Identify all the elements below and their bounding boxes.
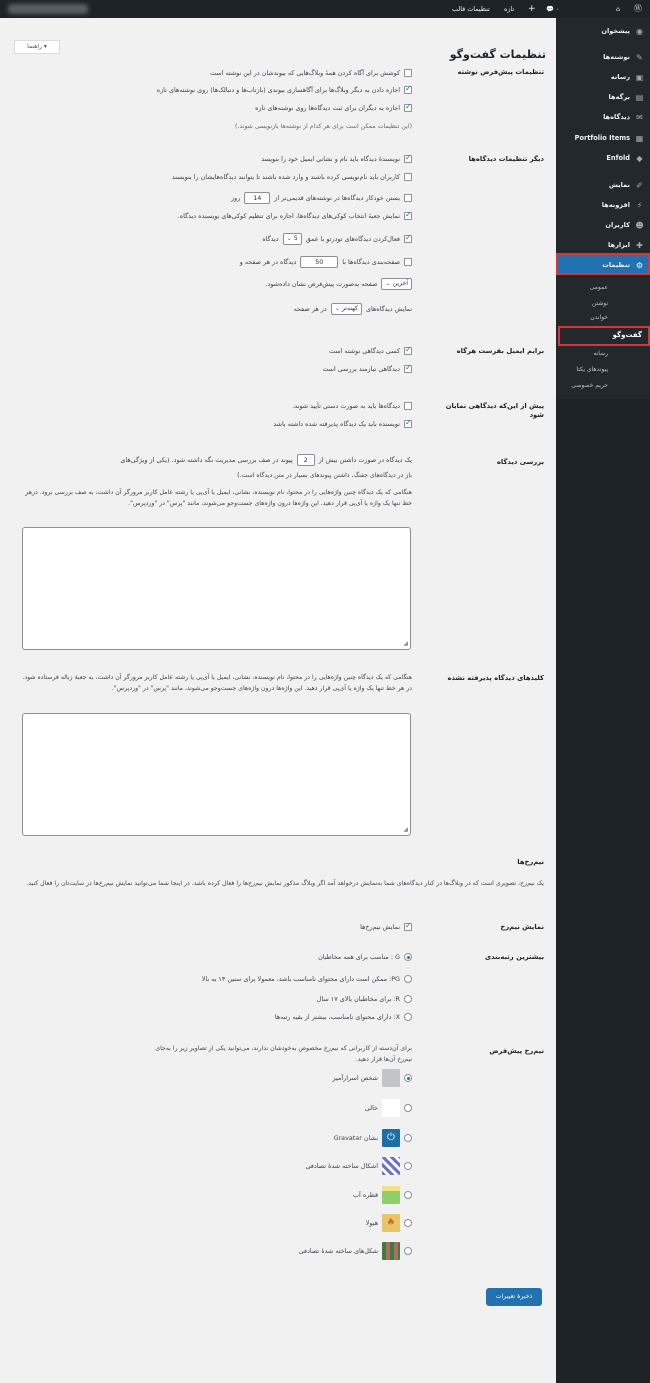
media-icon: ▣	[635, 73, 644, 82]
admin-bar	[0, 0, 650, 18]
sidebar-item-label: رسانه	[610, 73, 630, 81]
disallowed-keys-textarea[interactable]	[22, 713, 411, 836]
option-text: نشان Gravatar	[333, 1134, 378, 1142]
pin-icon: ✎	[636, 53, 643, 62]
option-text: اشکال ساخته شدهٔ تصادفی	[305, 1162, 378, 1170]
email-me-label: برایم ایمیل بفرست هرگاه	[456, 347, 544, 355]
rating-option-x[interactable]	[275, 1011, 412, 1023]
disallowed-description: هنگامی که یک دیدگاه چنین واژه‌هایی را در محتوا، نام نویسنده، نشانی، ایمیل یا آی‌پی یا رشته عامل کاربر مرورگر آن داشت، به جعبهٔ زباله فرستاده شود. در هر خط تنها یک واژه یا آی‌پی قرار دهید. این واژه‌ها درون واژه‌های جست‌وجو می‌شوند، مانند "پرس" در "وردپرس".	[22, 674, 412, 692]
resize-handle-icon[interactable]: ◢	[403, 640, 408, 647]
avatar-option-gravatar[interactable]	[334, 1129, 412, 1147]
sidebar-item-portfolio[interactable]	[556, 128, 650, 148]
checkbox[interactable]	[404, 194, 412, 202]
option-text: صفحه به‌صورت پیش‌فرض نشان داده‌شود.	[265, 280, 378, 288]
radio[interactable]	[404, 1074, 412, 1082]
option-text: G : مناسب برای همه مخاطبان	[318, 953, 400, 961]
radio[interactable]	[404, 1162, 412, 1170]
avatar-option-wavatar[interactable]	[353, 1186, 412, 1204]
blank-avatar-icon	[382, 1099, 400, 1117]
comment-icon: ✉	[636, 113, 643, 122]
option-text: در هر صفحه	[293, 305, 327, 313]
avatars-heading: نیم‌رخ‌ها	[517, 858, 544, 866]
sidebar-item-users[interactable]	[556, 215, 650, 235]
checkbox[interactable]	[404, 258, 412, 266]
option-text: نمایش جعبهٔ انتخاب کوکی‌های دیدگاه‌ها، اجازه برای تنظیم کوکی‌های نویسنده دیدگاه.	[177, 212, 400, 220]
option-text: صفحه‌بندی دیدگاه‌ها با	[342, 258, 400, 266]
option-text: پیوند در صف بررسی مدیریت نگه داشته شود. (یکی از ویژگی‌های	[120, 456, 293, 464]
checkbox[interactable]	[404, 104, 412, 112]
checkbox[interactable]	[404, 69, 412, 77]
radio[interactable]	[404, 1247, 412, 1255]
option-text: نویسنده باید یک دیدگاه پذیرفته شده داشته باشد	[273, 420, 400, 428]
option-text: قطره آب	[353, 1191, 378, 1199]
avatar-option-monsterid[interactable]	[366, 1214, 412, 1232]
mystery-person-avatar-icon	[382, 1069, 400, 1087]
sidebar-item-posts[interactable]	[556, 47, 650, 67]
checkbox[interactable]	[404, 173, 412, 181]
radio[interactable]	[404, 1134, 412, 1142]
discussion-highlight	[558, 326, 650, 346]
page-icon: ▤	[635, 93, 644, 102]
option-threaded-comments[interactable]	[262, 233, 412, 245]
radio[interactable]	[404, 995, 412, 1003]
admin-bar-new-icon[interactable]: +	[528, 4, 536, 14]
submenu-label: خواندن	[590, 314, 608, 321]
rating-option-g[interactable]	[318, 951, 412, 963]
option-text: فعال‌کردن دیدگاه‌های تودرتو با عمق	[305, 235, 400, 243]
option-manual-approval[interactable]	[292, 400, 412, 412]
avatars-intro: یک نیم‌رخ، تصویری است که در وبلاگ‌ها در کنار دیدگاه‌های شما به‌نمایش درخواهد آمد اگر وبلاگ مذکور نمایش نیم‌رخ‌ها را فعال کرده باشد. در اینجا شما می‌توانید نمایش نیم‌رخ‌ها در سایت‌تان را فعال کنید.	[26, 880, 544, 887]
checkbox[interactable]	[404, 347, 412, 355]
sidebar-item-enfold[interactable]	[556, 148, 650, 168]
option-email-moderation[interactable]	[322, 363, 412, 375]
save-changes-button[interactable]: ذخیرهٔ تغییرات	[486, 1288, 542, 1306]
thread-depth-select[interactable]: 5 ⌄	[283, 233, 302, 245]
comments-per-page-input[interactable]: 50	[300, 256, 338, 268]
sidebar-item-plugins[interactable]	[556, 195, 650, 215]
brush-icon: ✐	[636, 181, 643, 190]
radio[interactable]	[404, 953, 412, 961]
submenu-reading[interactable]	[556, 310, 650, 326]
option-text: R: برای مخاطبان بالای ۱۷ سال	[316, 995, 400, 1003]
avatar-option-identicon[interactable]	[305, 1157, 412, 1175]
page-title: تنظیمات گفت‌وگو	[449, 48, 546, 61]
sidebar-item-comments[interactable]	[556, 107, 650, 127]
comment-moderation-label: بررسی دیدگاه	[496, 458, 544, 466]
before-appears-label: پیش از این‌که دیدگاهی نمایان شود	[445, 402, 544, 419]
sidebar-item-label: افزونه‌ها	[601, 201, 630, 209]
monster-avatar-icon: ♠	[382, 1214, 400, 1232]
radio[interactable]	[404, 1013, 412, 1021]
option-text: کوشش برای آگاه کردن همهٔ وبلاگ‌هایی که بیوندشان در این نوشته است	[210, 69, 400, 77]
option-email-new-comment[interactable]	[329, 345, 412, 357]
sidebar-item-label: دیدگاه‌ها	[603, 113, 630, 121]
portfolio-icon: ▦	[635, 134, 644, 143]
main-content	[0, 18, 556, 1383]
option-comment-order	[294, 303, 412, 315]
help-tab-button[interactable]: راهنما ▾	[14, 40, 60, 54]
moderation-links-line	[120, 454, 412, 466]
admin-bar-home-icon[interactable]: ⌂	[616, 5, 621, 13]
maximum-rating-label: بیشترین رتبه‌بندی	[484, 953, 544, 961]
submenu-label: نوشتن	[591, 300, 608, 307]
disallowed-keys-label: کلیدهای دیدگاه پذیرفته نشده	[447, 674, 544, 682]
submenu-label: عمومی	[589, 284, 608, 291]
default-post-note: (این تنظیمات ممکن است برای هر کدام از نوشته‌ها بازنویسی شوند.)	[235, 123, 412, 130]
tools-icon: ✚	[636, 241, 643, 250]
option-default-page	[265, 278, 412, 290]
sidebar-item-appearance[interactable]	[556, 175, 650, 195]
moderation-description: هنگامی که یک دیدگاه چنین واژه‌هایی را در محتوا، نام نویسنده، نشانی، ایمیل یا آی‌پی یا رشته عامل کاربر مرورگر آن داشت، به صف بررسی برود. درهر خط تنها یک واژه یا آی‌پی قرار دهید. این واژه‌ها درون واژه‌های جست‌وجو می‌شوند، مانند "پرس" در "وردپرس".	[25, 489, 412, 507]
checkbox[interactable]	[404, 212, 412, 220]
submenu-general[interactable]	[556, 280, 650, 296]
sidebar-item-tools[interactable]	[556, 235, 650, 255]
option-registration-required[interactable]	[172, 171, 412, 183]
admin-sidebar	[556, 18, 650, 1383]
submenu-label: گفت‌وگو	[612, 331, 642, 339]
option-previously-approved[interactable]	[273, 418, 412, 430]
admin-bar-comments-count[interactable]: ۰	[556, 5, 560, 13]
option-text: بستن خودکار دیدگاه‌ها در نوشته‌های قدیمی‌تر از	[274, 194, 400, 202]
wordpress-logo-icon[interactable]: Ⓦ	[634, 4, 642, 13]
option-show-avatars[interactable]	[360, 921, 412, 933]
identicon-avatar-icon	[382, 1157, 400, 1175]
option-text: X: دارای محتوای نامناسب، بیشتر از بقیه رتبه‌ها	[274, 1013, 400, 1021]
moderation-keys-textarea[interactable]	[22, 527, 411, 650]
sidebar-item-label: ابزارها	[608, 241, 630, 249]
sidebar-item-dashboard[interactable]	[556, 21, 650, 41]
checkbox[interactable]	[404, 402, 412, 410]
submenu-privacy[interactable]	[556, 378, 650, 394]
radio[interactable]	[404, 1219, 412, 1227]
option-text: دیدگاه	[262, 235, 279, 243]
default-post-settings-label: تنظیمات پیش‌فرض نوشته	[457, 68, 544, 76]
submenu-media[interactable]	[556, 346, 650, 362]
sidebar-item-label: Enfold	[606, 154, 630, 162]
option-allow-comments[interactable]	[255, 102, 412, 114]
checkbox[interactable]	[404, 923, 412, 931]
enfold-icon: ◆	[636, 154, 643, 163]
sidebar-item-label: نمایش	[608, 181, 630, 189]
other-comment-settings-label: دیگر تنظیمات دیدگاه‌ها	[468, 155, 544, 163]
option-text: اجازه به دیگران برای ثبت دیدگاه‌ها روی نوشته‌های تازه	[255, 104, 400, 112]
option-close-comments[interactable]	[231, 192, 412, 204]
default-comments-page-select[interactable]: آخرین ⌄	[381, 278, 412, 290]
radio[interactable]	[404, 1104, 412, 1112]
comment-order-select[interactable]: کهنه‌تر ⌄	[331, 303, 362, 315]
option-text: دیدگاه در هر صفحه و	[239, 258, 297, 266]
checkbox[interactable]	[404, 86, 412, 94]
option-text: دیدگاه‌ها باید به صورت دستی تأیید شوند.	[292, 402, 400, 410]
wavatar-avatar-icon	[382, 1186, 400, 1204]
option-text: شکل‌های ساخته شدهٔ تصادفی	[298, 1247, 378, 1255]
option-text: یک دیدگاه در صورت داشتن بیش از	[318, 456, 412, 464]
sidebar-item-label: پیشخوان	[601, 27, 630, 35]
gravatar-logo-icon: ⏻	[382, 1129, 400, 1147]
checkbox[interactable]	[404, 155, 412, 163]
sidebar-item-media[interactable]	[556, 67, 650, 87]
option-text: هیولا	[365, 1219, 378, 1227]
option-allow-pingbacks[interactable]	[157, 84, 412, 96]
sidebar-item-label: نوشته‌ها	[603, 53, 630, 61]
settings-icon: ⚙	[635, 261, 644, 270]
moderation-links-note: باز در دیدگاه‌های جفنگ، داشتن پیوندهای بسیار در متن دیدگاه است.)	[237, 472, 412, 479]
sidebar-item-label: Portfolio Items	[574, 134, 630, 142]
resize-handle-icon[interactable]: ◢	[403, 826, 408, 833]
default-avatar-intro: برای آن‌دسته از کاربرانی که نیم‌رخ مخصوص به‌خودشان ندارند، می‌توانید یکی از تصاویر زیر را به‌جای نیم‌رخ آن‌ها قرار دهید.	[155, 1045, 412, 1063]
sidebar-item-pages[interactable]	[556, 87, 650, 107]
option-text: کسی دیدگاهی نوشته است	[328, 347, 400, 355]
rating-option-pg[interactable]	[202, 973, 412, 985]
radio[interactable]	[404, 975, 412, 983]
option-text: PG: ممکن است دارای محتوای نامناسب باشد، معمولا برای سنین ۱۳ به بالا	[201, 975, 400, 983]
submenu-label: پیوندهای یکتا	[576, 366, 608, 373]
avatar-option-retro[interactable]	[299, 1242, 412, 1260]
avatar-option-blank[interactable]	[365, 1099, 412, 1117]
checkbox[interactable]	[404, 365, 412, 373]
user-icon: ☻	[635, 221, 644, 230]
submenu-label: رسانه	[593, 350, 608, 357]
option-text: نمایش نیم‌رخ‌ها	[360, 923, 400, 931]
submenu-label: حریم خصوصی	[571, 382, 608, 389]
close-comments-days-input[interactable]: 14	[244, 192, 270, 204]
sidebar-item-label: کاربران	[605, 221, 630, 229]
moderation-links-input[interactable]: 2	[297, 454, 315, 466]
default-avatar-label: نیم‌رخ پیش‌فرض	[489, 1047, 544, 1055]
admin-bar-new-label[interactable]: تازه	[504, 5, 515, 13]
option-text: شخص اسرارآمیز	[332, 1074, 378, 1082]
checkbox[interactable]	[404, 235, 412, 243]
option-text: دیدگاهی نیازمند بررسی است	[322, 365, 400, 373]
admin-bar-comments-icon[interactable]: 💬	[546, 5, 554, 13]
radio[interactable]	[404, 1191, 412, 1199]
sidebar-item-label: برگه‌ها	[608, 93, 630, 101]
option-paginate-comments[interactable]	[240, 256, 412, 268]
plugin-icon: ⚡	[636, 201, 643, 210]
option-text: نویسندهٔ دیدگاه باید نام و نشانی ایمیل خود را بنویسد	[261, 155, 400, 163]
retro-avatar-icon	[382, 1242, 400, 1260]
dashboard-icon: ◉	[636, 27, 643, 36]
settings-highlight	[556, 253, 650, 275]
admin-bar-site-name[interactable]: تنظیمات قالب	[452, 5, 490, 13]
option-text: کاربران باید نام‌نویسی کرده باشند و وارد شده باشند تا بتوانند دیدگاه‌هایشان را بنویسند	[171, 173, 400, 181]
admin-bar-user-account[interactable]	[8, 4, 88, 14]
rating-option-r[interactable]	[317, 993, 412, 1005]
option-require-name-email[interactable]	[261, 153, 412, 165]
submenu-permalinks[interactable]	[556, 362, 650, 378]
option-text: اجازه دادن به دیگر وبلاگ‌ها برای آگاهسازی بیوندی (بازتاب‌ها و دنبالک‌ها) روی نوشته‌های تازه	[156, 86, 400, 94]
option-attempt-notify[interactable]	[210, 67, 412, 79]
avatar-display-label: نمایش نیم‌رخ	[500, 923, 544, 931]
option-cookies-optin[interactable]	[178, 210, 412, 222]
avatar-option-mystery[interactable]	[332, 1069, 412, 1087]
checkbox[interactable]	[404, 420, 412, 428]
option-text: خالی	[364, 1104, 378, 1112]
option-text: روز	[231, 194, 241, 202]
sidebar-item-label: تنظیمات	[602, 261, 630, 269]
option-text: نمایش دیدگاه‌های	[365, 305, 412, 313]
